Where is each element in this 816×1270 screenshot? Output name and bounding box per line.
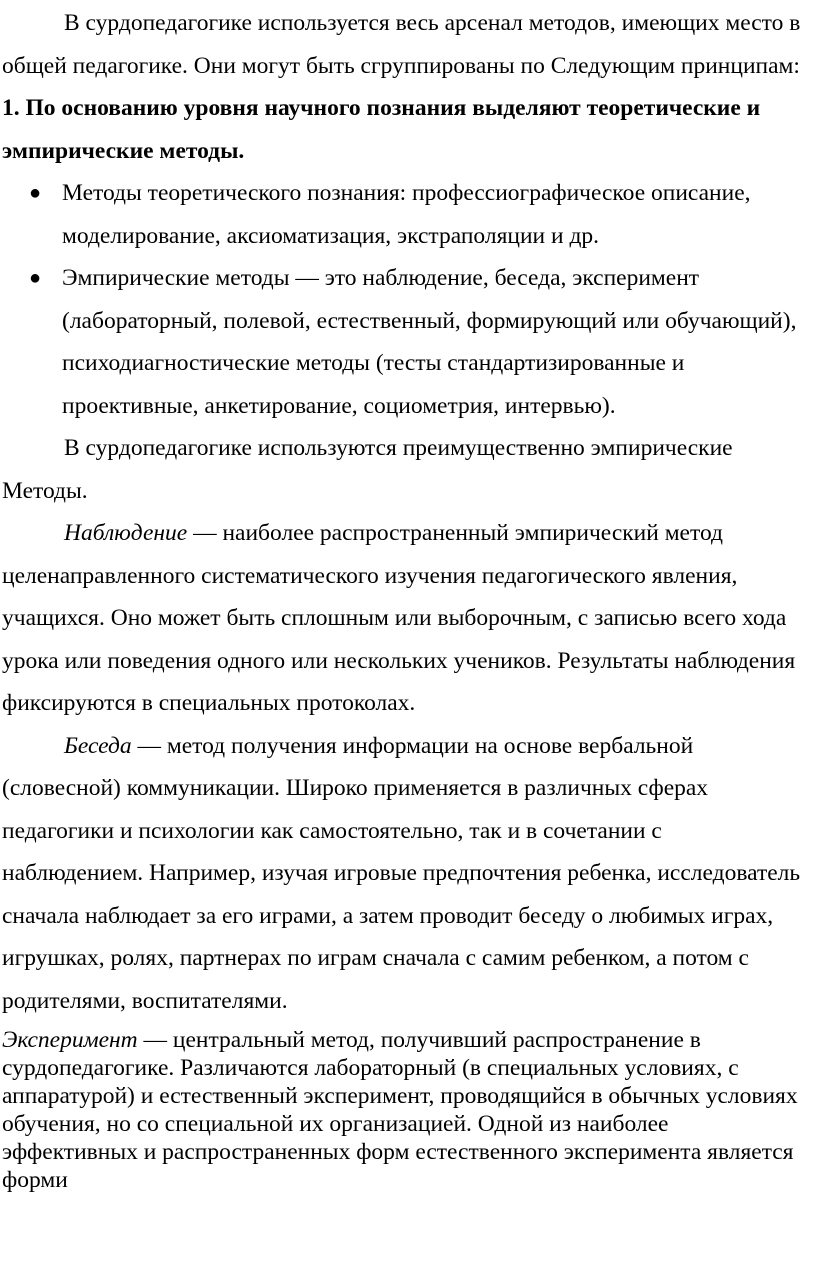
bullet-icon: ● (29, 267, 42, 289)
list-item-text: Эмпирические методы — это наблюдение, беседа, эксперимент (лабораторный, полевой, естественный, формирующий или обучающий), психодиагностические методы (тесты стандартизированные и проективные, анкетирование, социометрия, интервью). (62, 265, 797, 419)
methods-list (2, 172, 808, 427)
list-item (29, 172, 808, 257)
double-spaced-section (2, 0, 808, 1022)
observation-paragraph (2, 512, 808, 725)
section-heading: 1. По основанию уровня научного познания выделяют теоретические и эмпирические методы. (2, 95, 761, 164)
empirical-note-paragraph: В сурдопедагогике используются преимущественно эмпирические Методы. (2, 435, 733, 504)
observation-term: Наблюдение (64, 520, 188, 546)
conversation-paragraph (2, 725, 808, 1023)
list-item (29, 257, 808, 427)
experiment-term: Эксперимент (2, 1027, 138, 1053)
observation-text: — наиболее распространенный эмпирический метод целенаправленного систематического изучения педагогического явления, учащихся. Оно может быть сплошным или выборочным, с записью всего хода урока или поведения одного или нескольких учеников. Результаты наблюдения фиксируются в специальных протоколах. (2, 520, 796, 716)
list-item-text: Методы теоретического познания: профессиографическое описание, моделирование, аксиоматизация, экстраполяции и др. (62, 180, 751, 249)
experiment-text: — центральный метод, получивший распространение в сурдопедагогике. Различаются лабораторный (в специальных условиях, с аппаратурой) и естественный эксперимент, проводящийся в обычных условиях обучения, но со специальной их организацией. Одной из наиболее эффективных и распространенных форм естественного эксперимента является форми (2, 1027, 798, 1193)
conversation-term: Беседа (64, 732, 132, 759)
intro-paragraph: В сурдопедагогике используется весь арсенал методов, имеющих место в общей педагогике. Они могут быть сгруппированы по Следующим принципам: (2, 10, 801, 79)
conversation-text: — метод получения информации на основе вербальной (словесной) коммуникации. Широко применяется в различных сферах педагогики и психологии как самостоятельно, так и в сочетании с наблюдением. Например, изучая игровые предпочтения ребенка, исследователь сначала наблюдает за его играми, а затем проводит беседу о любимых играх, игрушках, ролях, партнерах по играм сначала с самим ребенком, а потом с родителями, воспитателями. (2, 732, 801, 1014)
bullet-icon: ● (29, 182, 42, 204)
experiment-paragraph (2, 1026, 808, 1194)
